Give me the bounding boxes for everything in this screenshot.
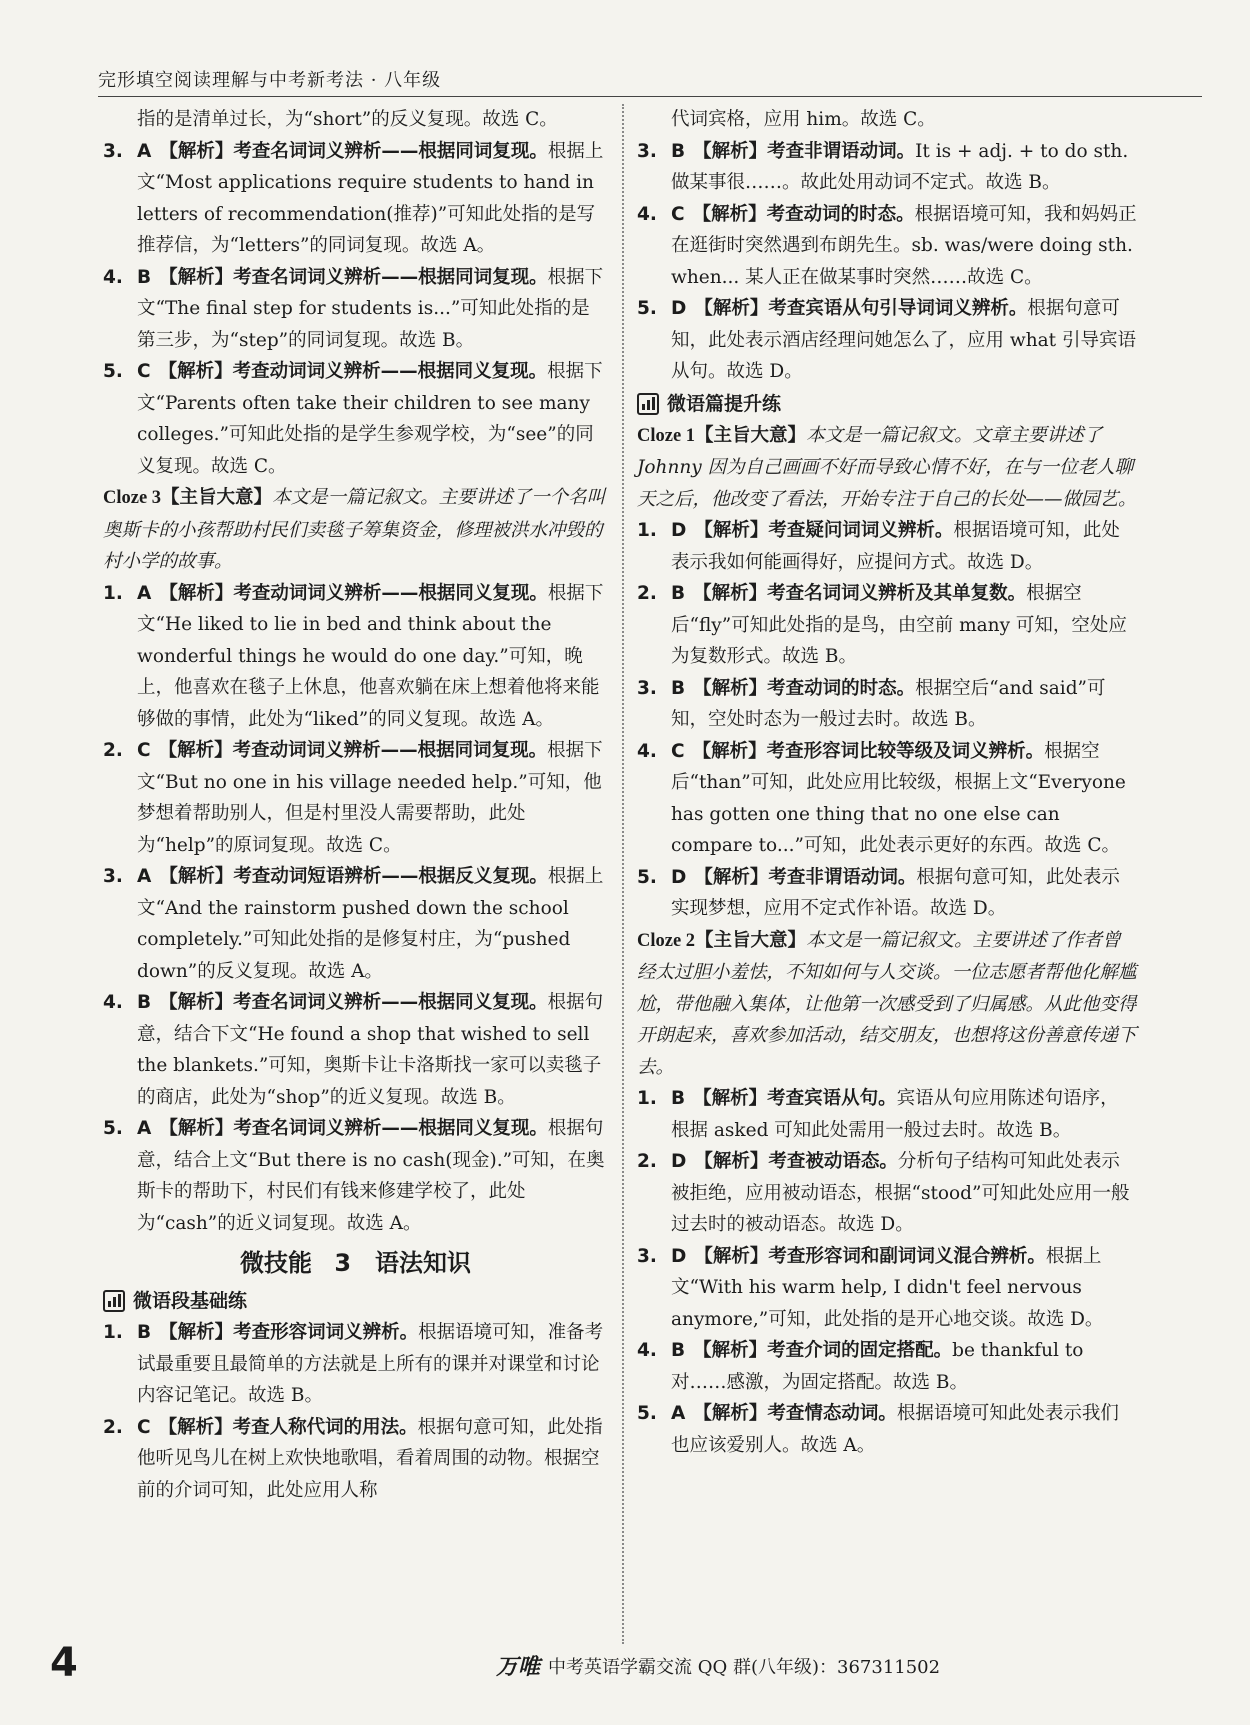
answer-list (103, 1317, 608, 1506)
item-number: 4. (637, 203, 657, 225)
item-number: 4. (637, 740, 657, 762)
cloze-label: Cloze 3【主旨大意】 (103, 488, 273, 508)
answer-letter: B (137, 266, 152, 288)
answer-letter: B (671, 677, 686, 699)
item-number: 3. (103, 140, 123, 162)
analysis-text: 分析句子结构可知此处表示被拒绝，应用被动语态，根据“stood”可知此处应用一般过去时的被动语态。故选 D。 (671, 1151, 1130, 1235)
analysis-tag: 【解析】考查动词短语辨析——根据反义复现。 (159, 866, 548, 887)
answer-letter: B (137, 1322, 152, 1343)
answer-item (637, 199, 1137, 294)
cloze-summary (637, 420, 1137, 516)
analysis-tag: 【解析】考查名词词义辨析及其单复数。 (693, 583, 1027, 604)
analysis-text: It is + adj. + to do sth. 做某事很……。故此处用动词不定式。故选 B。 (671, 140, 1129, 193)
analysis-tag: 【解析】考查动词的时态。 (692, 203, 915, 225)
answer-item (103, 262, 608, 357)
analysis-tag: 【解析】考查名词词义辨析——根据同义复现。 (159, 1118, 548, 1139)
analysis-tag: 【解析】考查人称代词的用法。 (158, 1416, 418, 1438)
item-number: 4. (103, 992, 123, 1013)
subsection-heading (103, 1285, 608, 1317)
answer-letter: A (137, 1118, 152, 1139)
section-title: 微技能 3 语法知识 (239, 1249, 472, 1277)
analysis-tag: 【解析】考查形容词和副词词义混合辨析。 (694, 1245, 1046, 1267)
answer-item (103, 136, 608, 262)
cloze-summary (637, 925, 1137, 1084)
answer-item (103, 861, 608, 987)
continued-text: 代词宾格，应用 him。故选 C。 (671, 109, 936, 130)
answer-item (637, 862, 1137, 925)
answer-letter: A (671, 1403, 686, 1424)
item-number: 5. (103, 361, 123, 382)
answer-letter: A (137, 582, 152, 604)
answer-item (103, 735, 608, 861)
analysis-tag: 【解析】考查疑问词词义辨析。 (694, 520, 954, 541)
answer-item (637, 1335, 1137, 1398)
analysis-tag: 【解析】考查情态动词。 (693, 1403, 897, 1424)
analysis-text: 根据下文“The final step for students is...”可知此处指的是第三步，为“step”的同词复现。故选 B。 (137, 266, 604, 351)
item-number: 3. (637, 1245, 657, 1267)
answer-letter: B (671, 583, 686, 604)
answer-item (103, 987, 608, 1113)
analysis-text: 根据语境可知，准备考试最重要且最简单的方法就是上所有的课并对课堂和讨论内容记笔记。故选 B。 (137, 1322, 604, 1406)
cloze-label: Cloze 2【主旨大意】 (637, 930, 807, 951)
analysis-tag: 【解析】考查被动语态。 (694, 1151, 898, 1172)
answer-item (103, 1317, 608, 1412)
footer (496, 1650, 940, 1681)
answer-item (103, 1412, 608, 1507)
analysis-text: 根据空后“fly”可知此处指的是鸟，由空前 many 可知，空处应为复数形式。故选 B。 (671, 583, 1127, 667)
answer-letter: C (137, 361, 151, 382)
item-number: 3. (103, 866, 123, 887)
item-number: 3. (637, 677, 657, 699)
item-number: 1. (103, 1322, 123, 1343)
analysis-text: 根据句意可知，此处表示酒店经理问她怎么了，应用 what 引导宾语从句。故选 D。 (671, 298, 1136, 382)
answer-list (637, 515, 1137, 925)
analysis-text: 根据语境可知，我和妈妈正在逛街时突然遇到布朗先生。sb. was/were doing sth. when... 某人正在做某事时突然……故选 C。 (671, 203, 1137, 288)
analysis-text: 根据空后“and said”可知，空处时态为一般过去时。故选 B。 (671, 677, 1106, 730)
analysis-text: 根据下文“He liked to lie in bed and think about the wonderful things he would do one day.”可知，晚上，他喜欢在毯子上休息，他喜欢躺在床上想着他将来能够做的事情，此处为“liked”的同义复现。故选 A。 (137, 582, 604, 730)
answer-letter: D (671, 1151, 687, 1172)
subsection-title: 微语段基础练 (133, 1290, 248, 1312)
analysis-tag: 【解析】考查非谓语动词。 (693, 140, 916, 162)
answer-item (103, 1113, 608, 1239)
analysis-tag: 【解析】考查宾语从句。 (693, 1088, 897, 1109)
answer-item (637, 1241, 1137, 1336)
answer-item (637, 673, 1137, 736)
analysis-text: 根据下文“Parents often take their children to see many colleges.”可知此处指的是学生参观学校，为“see”的同义复现。故选 C。 (137, 361, 603, 477)
item-number: 3. (637, 140, 657, 162)
answer-letter: D (671, 1245, 687, 1267)
analysis-tag: 【解析】考查非谓语动词。 (694, 866, 917, 888)
analysis-tag: 【解析】考查形容词词义辨析。 (159, 1322, 419, 1343)
analysis-text: 宾语从句应用陈述句语序，根据 asked 可知此处需用一般过去时。故选 B。 (671, 1088, 1119, 1141)
left-column (103, 104, 608, 1506)
item-number: 5. (637, 866, 657, 888)
header-rule (98, 96, 1202, 97)
item-number: 4. (637, 1340, 657, 1361)
answer-letter: D (671, 520, 687, 541)
subsection-heading (637, 388, 1137, 420)
item-number: 2. (637, 1151, 657, 1172)
analysis-text: 根据下文“But no one in his village needed help.”可知，他梦想着帮助别人，但是村里没人需要帮助，此处为“help”的原词复现。故选 C。 (137, 740, 603, 856)
analysis-text: 根据语境可知此处表示我们也应该爱别人。故选 A。 (671, 1403, 1119, 1456)
item-number: 5. (103, 1118, 123, 1139)
answer-list (637, 1083, 1137, 1461)
item-number: 4. (103, 266, 123, 288)
answer-letter: C (671, 740, 685, 762)
cloze-summary (103, 482, 608, 578)
analysis-tag: 【解析】考查名词词义辨析——根据同词复现。 (159, 266, 548, 288)
answer-letter: B (671, 1340, 686, 1361)
analysis-text: 根据句意，结合下文“He found a shop that wished to sell the blankets.”可知，奥斯卡让卡洛斯找一家可以卖毯子的商店，此处为“shop”的近义复现。故选 B。 (137, 992, 604, 1108)
analysis-text: 根据语境可知，此处表示我如何能画得好，应提问方式。故选 D。 (671, 520, 1120, 573)
page-number: 4 (50, 1640, 78, 1686)
answer-letter: D (671, 866, 687, 888)
answer-letter: C (671, 203, 685, 225)
answer-list (103, 136, 608, 483)
analysis-tag: 【解析】考查动词的时态。 (693, 677, 916, 699)
answer-item (637, 1146, 1137, 1241)
analysis-tag: 【解析】考查形容词比较等级及词义辨析。 (692, 740, 1045, 762)
analysis-text: 根据上文“Most applications require students to hand in letters of recommendation(推荐)”可知此处指的是写推荐信，为“letters”的同词复现。故选 A。 (137, 140, 604, 256)
analysis-text: 根据空后“than”可知，此处应用比较级，根据上文“Everyone has gotten one thing that no one else can compare to...”可知，此处表示更好的东西。故选 C。 (671, 740, 1126, 856)
analysis-text: be thankful to 对……感激，为固定搭配。故选 B。 (671, 1340, 1084, 1393)
subsection-title: 微语篇提升练 (667, 392, 782, 415)
item-number: 2. (103, 740, 123, 761)
answer-item (637, 1398, 1137, 1461)
running-header: 完形填空阅读理解与中考新考法 · 八年级 (98, 70, 442, 91)
item-number: 2. (637, 583, 657, 604)
answer-letter: A (137, 140, 152, 162)
continued-text: 指的是清单过长，为“short”的反义复现。故选 C。 (137, 109, 558, 130)
answer-letter: A (137, 866, 152, 887)
analysis-tag: 【解析】考查介词的固定搭配。 (693, 1340, 953, 1361)
analysis-text: 根据上文“With his warm help, I didn't feel nervous anymore,”可知，此处指的是开心地交谈。故选 D。 (671, 1245, 1104, 1330)
answer-letter: C (137, 1416, 151, 1438)
answer-item (637, 578, 1137, 673)
analysis-tag: 【解析】考查宾语从句引导词词义辨析。 (694, 298, 1028, 319)
analysis-tag: 【解析】考查名词词义辨析——根据同义复现。 (159, 992, 548, 1013)
analysis-text: 根据句意可知，此处表示实现梦想，应用不定式作补语。故选 D。 (671, 866, 1120, 919)
item-number: 5. (637, 298, 657, 319)
item-number: 2. (103, 1416, 123, 1438)
answer-item (637, 1083, 1137, 1146)
cloze-label: Cloze 1【主旨大意】 (637, 425, 807, 446)
answer-letter: B (137, 992, 152, 1013)
footer-text: 中考英语学霸交流 QQ 群(八年级)：367311502 (548, 1656, 941, 1678)
cloze-summary-text: 本文是一篇记叙文。主要讲述了一个名叫奥斯卡的小孩帮助村民们卖毯子筹集资金，修理被洪水冲毁的村小学的故事。 (103, 487, 606, 572)
analysis-tag: 【解析】考查名词词义辨析——根据同词复现。 (159, 140, 548, 162)
column-divider (622, 104, 624, 1644)
bar-chart-icon (103, 1290, 125, 1312)
answer-list (103, 578, 608, 1240)
answer-letter: C (137, 740, 151, 761)
analysis-text: 根据上文“And the rainstorm pushed down the school completely.”可知此处指的是修复村庄，为“pushed down”的反义复现。故选 A。 (137, 866, 604, 982)
item-number: 1. (103, 582, 123, 604)
brand-logo: 万唯 (496, 1655, 541, 1680)
answer-item (637, 736, 1137, 862)
answer-letter: B (671, 140, 686, 162)
bar-chart-icon (637, 393, 659, 415)
analysis-text: 根据句意，结合上文“But there is no cash(现金).”可知，在奥斯卡的帮助下，村民们有钱来修建学校了，此处为“cash”的近义词复现。故选 A。 (137, 1118, 605, 1234)
answer-list (637, 136, 1137, 388)
answer-letter: B (671, 1088, 686, 1109)
analysis-tag: 【解析】考查动词词义辨析——根据同词复现。 (158, 740, 548, 761)
answer-item (637, 515, 1137, 578)
answer-item (637, 136, 1137, 199)
answer-letter: D (671, 298, 687, 319)
item-number: 1. (637, 520, 657, 541)
analysis-text: 根据句意可知，此处指他听见鸟儿在树上欢快地歌唱，看着周围的动物。根据空前的介词可知，此处应用人称 (137, 1416, 603, 1501)
answer-item (637, 293, 1137, 388)
item-number: 5. (637, 1403, 657, 1424)
cloze-summary-text: 本文是一篇记叙文。文章主要讲述了 Johnny 因为自己画画不好而导致心情不好，在与一位老人聊天之后，他改变了看法，开始专注于自己的长处——做园艺。 (637, 424, 1137, 510)
cloze-summary-text: 本文是一篇记叙文。主要讲述了作者曾经太过胆小羞怯，不知如何与人交谈。一位志愿者帮他化解尴尬，带他融入集体，让他第一次感受到了归属感。从此他变得开朗起来，喜欢参加活动，结交朋友，也想将这份善意传递下去。 (637, 929, 1137, 1078)
analysis-tag: 【解析】考查动词词义辨析——根据同义复现。 (159, 582, 548, 604)
analysis-tag: 【解析】考查动词词义辨析——根据同义复现。 (158, 361, 548, 382)
item-number: 1. (637, 1088, 657, 1109)
right-column (637, 104, 1137, 1461)
answer-item (103, 356, 608, 482)
answer-item (103, 578, 608, 736)
